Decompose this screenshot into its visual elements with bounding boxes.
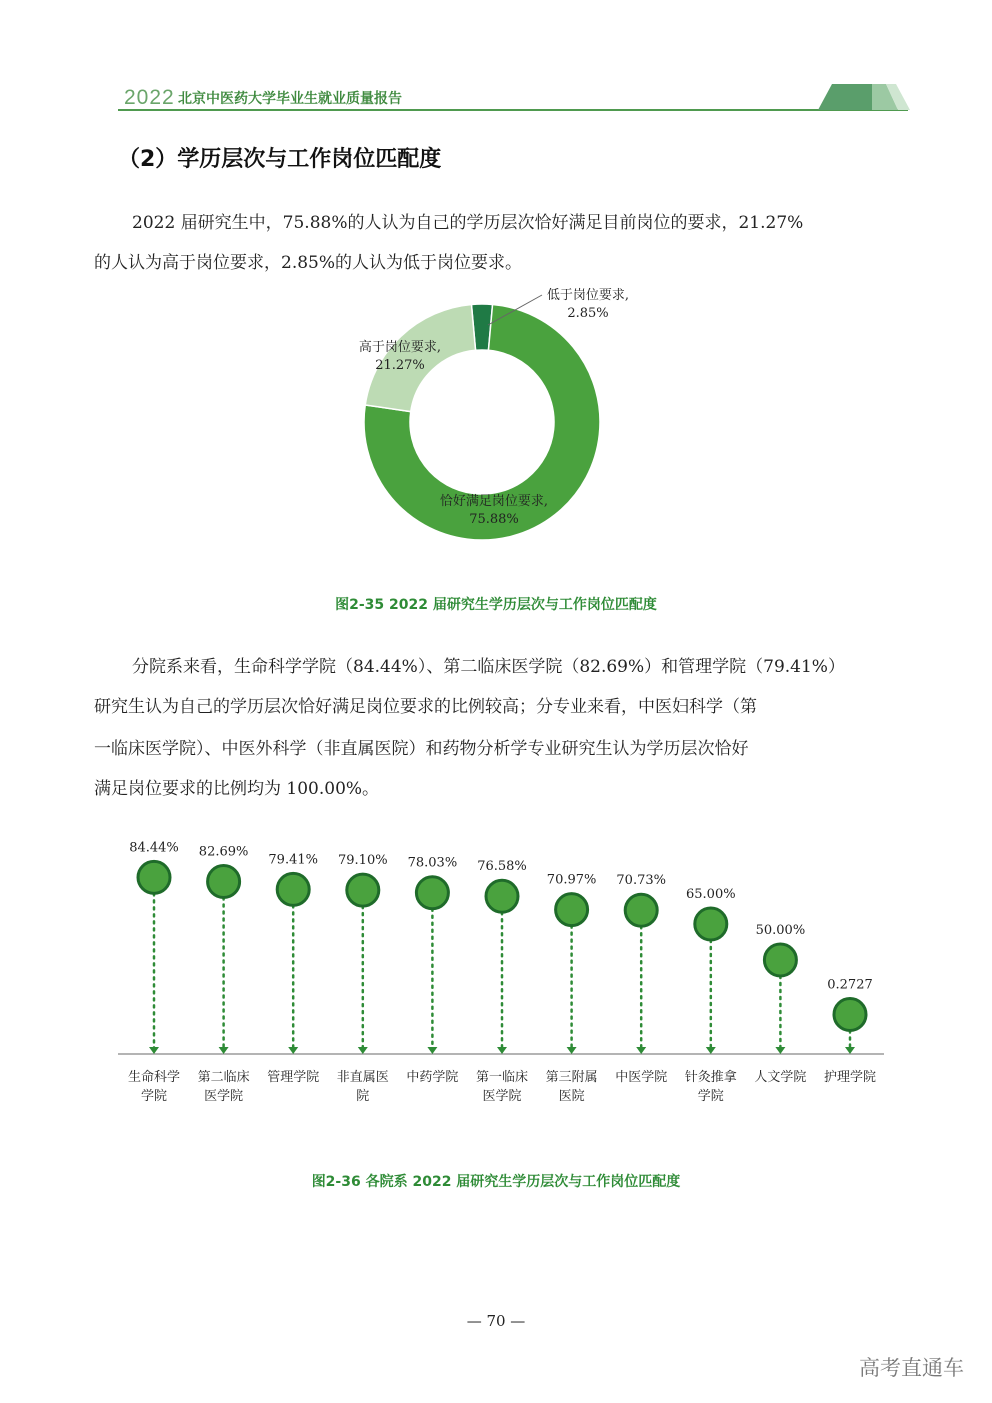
stem-arrow-8 xyxy=(706,1047,716,1054)
marker-5 xyxy=(486,880,518,912)
category-label-2: 管理学院 xyxy=(267,1070,320,1085)
category-label-9: 人文学院 xyxy=(754,1070,807,1085)
marker-1 xyxy=(208,866,240,898)
stem-arrow-3 xyxy=(358,1047,368,1054)
value-label-2: 79.41% xyxy=(268,852,318,868)
value-label-0: 84.44% xyxy=(129,840,179,856)
category-label-3: 非直属医 xyxy=(336,1070,389,1085)
value-label-9: 50.00% xyxy=(755,923,806,938)
stem-arrow-6 xyxy=(567,1047,577,1054)
marker-7 xyxy=(625,894,657,926)
para1-line1: 2022 届研究生中，75.88%的人认为自己的学历层次恰好满足目前岗位的要求，21.27% xyxy=(132,213,804,233)
value-label-5: 76.58% xyxy=(477,859,527,875)
stem-arrow-9 xyxy=(775,1047,785,1054)
slice-value-high: 21.27% xyxy=(375,358,425,373)
marker-2 xyxy=(277,873,309,905)
category-label-1: 第二临床 xyxy=(197,1070,250,1085)
category-label-5: 医学院 xyxy=(482,1089,522,1104)
para2-line2: 研究生认为自己的学历层次恰好满足岗位要求的比例较高；分专业来看，中医妇科学（第 xyxy=(94,697,757,717)
slice-value-match: 75.88% xyxy=(469,512,519,527)
stem-arrow-4 xyxy=(427,1047,437,1054)
category-label-0: 生命科学 xyxy=(127,1070,181,1085)
category-label-6: 第三附属 xyxy=(545,1070,598,1085)
figure-caption-36: 图2-36 各院系 2022 届研究生学历层次与工作岗位匹配度 xyxy=(311,1174,681,1190)
category-label-8: 学院 xyxy=(697,1089,724,1104)
figure-caption-35: 图2-35 2022 届研究生学历层次与工作岗位匹配度 xyxy=(335,597,657,613)
donut-chart xyxy=(340,285,660,545)
stem-arrow-1 xyxy=(219,1047,229,1054)
category-label-7: 中医学院 xyxy=(615,1070,668,1085)
marker-0 xyxy=(138,861,170,893)
para1-line2: 的人认为高于岗位要求，2.85%的人认为低于岗位要求。 xyxy=(94,253,523,273)
section-title: （2）学历层次与工作岗位匹配度 xyxy=(118,147,442,172)
stem-arrow-10 xyxy=(845,1047,855,1054)
value-label-3: 79.10% xyxy=(338,853,388,869)
watermark: 高考直通车 xyxy=(859,1356,964,1380)
value-label-8: 65.00% xyxy=(686,887,736,902)
para2-line1: 分院系来看，生命科学学院（84.44%）、第二临床医学院（82.69%）和管理学院（79.41%） xyxy=(132,657,845,677)
slice-label-low: 低于岗位要求, xyxy=(546,288,630,303)
slice-label-match: 恰好满足岗位要求, xyxy=(439,494,549,509)
header-year: 2022 xyxy=(124,86,175,109)
value-label-4: 78.03% xyxy=(407,855,458,871)
stem-arrow-5 xyxy=(497,1047,507,1054)
category-label-8: 针灸推拿 xyxy=(684,1070,737,1085)
stem-arrow-0 xyxy=(149,1047,159,1054)
stem-arrow-2 xyxy=(288,1047,298,1054)
stem-arrow-7 xyxy=(636,1047,646,1054)
category-label-4: 中药学院 xyxy=(406,1070,459,1085)
category-label-6: 医院 xyxy=(558,1089,585,1104)
value-label-6: 70.97% xyxy=(546,872,597,888)
marker-6 xyxy=(556,894,588,926)
category-label-1: 医学院 xyxy=(204,1089,244,1104)
header-title: 北京中医药大学毕业生就业质量报告 xyxy=(178,91,402,107)
marker-9 xyxy=(764,944,796,976)
marker-10 xyxy=(834,999,866,1031)
marker-3 xyxy=(347,874,379,906)
slice-value-low: 2.85% xyxy=(567,306,609,321)
marker-4 xyxy=(416,877,448,909)
value-label-7: 70.73% xyxy=(616,873,666,889)
running-header xyxy=(118,82,908,112)
para2-line4: 满足岗位要求的比例均为 100.00%。 xyxy=(94,779,380,799)
slice-label-high: 高于岗位要求, xyxy=(358,340,442,355)
category-label-10: 护理学院 xyxy=(823,1070,877,1085)
header-ornament xyxy=(818,84,910,110)
category-label-0: 学院 xyxy=(140,1089,168,1104)
value-label-10: 0.2727 xyxy=(827,977,873,993)
header-rule xyxy=(118,109,908,111)
category-label-3: 院 xyxy=(356,1089,370,1104)
para2-line3: 一临床医学院）、中医外科学（非直属医院）和药物分析学专业研究生认为学历层次恰好 xyxy=(94,739,749,759)
category-label-5: 第一临床 xyxy=(475,1070,529,1085)
lollipop-chart xyxy=(0,810,992,1120)
value-label-1: 82.69% xyxy=(198,844,249,860)
page-number: — 70 — xyxy=(466,1312,526,1330)
marker-8 xyxy=(695,908,727,940)
